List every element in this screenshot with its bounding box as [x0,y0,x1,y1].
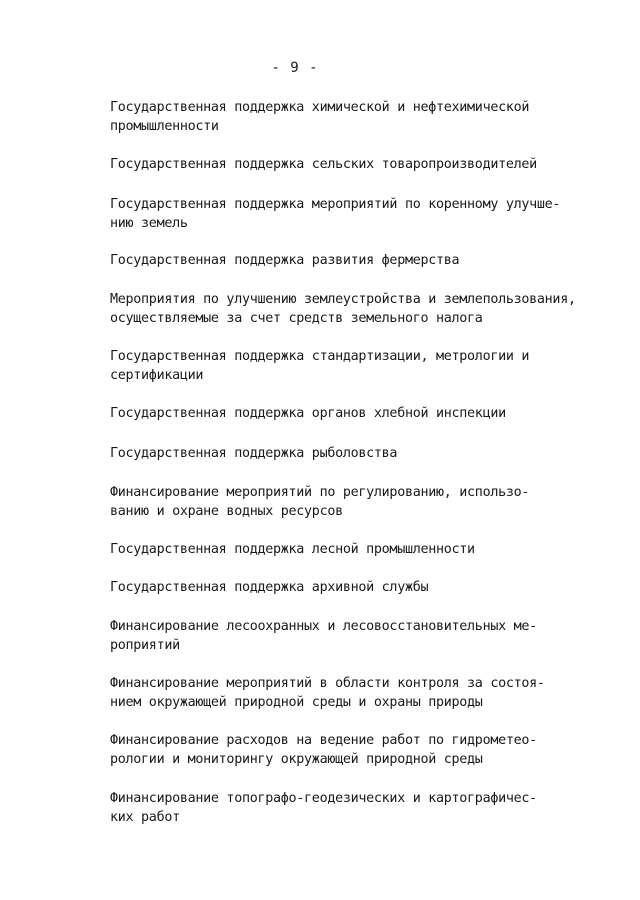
entry-line: Мероприятия по улучшению землеустройства и землепользования, [110,292,576,307]
entry-fishing-support [110,444,580,463]
entry-line: Государственная поддержка архивной службы [110,580,429,595]
entry-line: сертификации [110,368,204,383]
entry-forest-industry-support [110,540,580,559]
entry-line: Государственная поддержка рыболовства [110,446,398,461]
entry-line: Государственная поддержка органов хлебной инспекции [110,406,506,421]
entry-line: Государственная поддержка развития фермерства [110,253,460,268]
entry-archive-service-support [110,578,580,597]
entry-line: осуществляемые за счет средств земельного налога [110,311,483,326]
entry-line: Финансирование мероприятий по регулированию, использо- [110,485,530,500]
entry-line: Государственная поддержка химической и нефтехимической [110,100,530,115]
entry-line: ванию и охране водных ресурсов [110,504,343,519]
entry-hydrometeorology-financing [110,731,580,769]
entry-standardization-support [110,347,580,385]
entry-line: Финансирование мероприятий в области контроля за состоя- [110,676,545,691]
entry-line: ких работ [110,810,180,825]
entry-line: Государственная поддержка сельских товаропроизводителей [110,157,537,172]
entry-chemical-industry-support [110,98,580,136]
entry-land-improvement-support [110,195,580,233]
entry-line: Финансирование расходов на ведение работ по гидрометео- [110,733,537,748]
entry-line: промышленности [110,119,219,134]
entry-line: роприятий [110,638,180,653]
entry-environment-control-financing [110,674,580,712]
page-number: - 9 - [271,60,319,76]
entry-agricultural-producers-support [110,155,580,174]
entry-forest-protection-financing [110,617,580,655]
entry-line: нием окружающей природной среды и охраны природы [110,695,483,710]
entry-land-management-measures [110,290,580,328]
entry-line: рологии и мониторингу окружающей природной среды [110,752,483,767]
entry-line: Финансирование топографо-геодезических и картографичес- [110,791,537,806]
entry-line: Государственная поддержка мероприятий по коренному улучше- [110,197,561,212]
entry-line: Финансирование лесоохранных и лесовосстановительных ме- [110,619,537,634]
entry-water-resources-financing [110,483,580,521]
entry-line: нию земель [110,216,188,231]
entry-geodesy-cartography-financing [110,789,580,827]
entry-line: Государственная поддержка стандартизации, метрологии и [110,349,530,364]
entry-farming-support [110,251,580,270]
entry-line: Государственная поддержка лесной промышленности [110,542,475,557]
entry-grain-inspection-support [110,404,580,423]
